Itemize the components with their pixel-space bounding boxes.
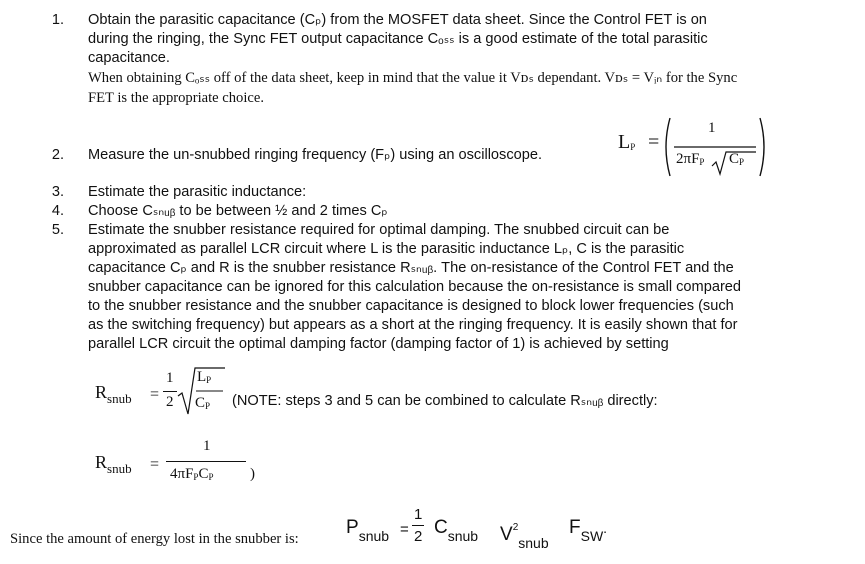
step-1-number: 1. bbox=[51, 12, 64, 28]
rsnub1-root-denominator: CP bbox=[195, 395, 211, 411]
fsw-label: $F_{SW}$. bbox=[569, 517, 608, 544]
rsnub1-denominator: 2 bbox=[166, 394, 174, 410]
rsnub2-denominator: 4πFPCP bbox=[170, 466, 214, 482]
rsnub2-fraction-bar bbox=[166, 461, 246, 462]
step-5-line-2: approximated as parallel LCR circuit where L is the parasitic inductance Lₚ, C is the parasitic bbox=[88, 241, 685, 257]
rsnub1-numerator: 1 bbox=[166, 370, 174, 386]
step-5-number: 5. bbox=[51, 222, 64, 238]
psnub-label: $P_{snub}$ bbox=[346, 517, 390, 544]
note-combine-steps: (NOTE: steps 3 and 5 can be combined to calculate Rₛₙᵤᵦ directly: bbox=[232, 393, 658, 409]
energy-numerator: 1 bbox=[414, 506, 423, 523]
rsnub2-lhs: $R_{snub}$ bbox=[95, 452, 132, 476]
energy-equals: = bbox=[400, 521, 409, 538]
step-3-number: 3. bbox=[51, 184, 64, 200]
step-5-line-5: to the snubber resistance and the snubber capacitance is designed to block lower frequencies (such bbox=[88, 298, 734, 314]
energy-lead-text: Since the amount of energy lost in the snubber is: bbox=[10, 531, 299, 547]
rsnub2-numerator: 1 bbox=[203, 438, 211, 454]
step-5-line-7: parallel LCR circuit the optimal damping factor (damping factor of 1) is achieved by setting bbox=[88, 336, 669, 352]
energy-fraction-bar bbox=[412, 525, 424, 526]
lp-formula bbox=[618, 131, 635, 154]
note-cos-line-2: FET is the appropriate choice. bbox=[88, 90, 265, 106]
step-2-number: 2. bbox=[51, 147, 64, 163]
csnub-label: $C_{snub}$ bbox=[434, 517, 479, 544]
note-cos-line-1: When obtaining Cₒₛₛ off of the data sheet, keep in mind that the value it Vᴅₛ dependant. Vᴅₛ = Vᵢₙ for the Sync bbox=[88, 70, 738, 86]
step-4-number: 4. bbox=[51, 203, 64, 219]
step-5-line-3: capacitance Cₚ and R is the snubber resistance Rₛₙᵤᵦ. The on-resistance of the Control FET and the bbox=[88, 260, 734, 276]
rsnub2-closing-paren: ) bbox=[250, 466, 255, 482]
vsnub-label: $V^2_{snub}$ bbox=[500, 522, 549, 551]
step-4-line-1: Choose Cₛₙᵤᵦ to be between ½ and 2 times Cₚ bbox=[88, 203, 388, 219]
step-1-line-3: capacitance. bbox=[88, 50, 170, 66]
step-5-line-1: Estimate the snubber resistance required for optimal damping. The snubbed circuit can be bbox=[88, 222, 670, 238]
lp-equals: = bbox=[648, 131, 660, 153]
lp-lhs: L bbox=[618, 131, 631, 153]
step-2-line-1: Measure the un-snubbed ringing frequency (Fₚ) using an oscilloscope. bbox=[88, 147, 543, 163]
lp-numerator: 1 bbox=[708, 120, 716, 136]
step-5-line-4: snubber capacitance can be ignored for this calculation because the on-resistance is small compared bbox=[88, 279, 742, 295]
step-1-line-1: Obtain the parasitic capacitance (Cₚ) from the MOSFET data sheet. Since the Control FET is on bbox=[88, 12, 707, 28]
step-1-line-2: during the ringing, the Sync FET output capacitance Cₒₛₛ is a good estimate of the total parasitic bbox=[88, 31, 708, 47]
lp-root-content: CP bbox=[729, 151, 745, 167]
step-3-line-1: Estimate the parasitic inductance: bbox=[88, 184, 307, 200]
rsnub1-equals: = bbox=[150, 386, 160, 403]
energy-denominator: 2 bbox=[414, 528, 423, 545]
lp-lhs-sub: P bbox=[630, 142, 636, 152]
rsnub1-lhs: $R_{snub}$ bbox=[95, 382, 132, 406]
step-5-line-6: as the switching frequency) but appears as a short at the ringing frequency. It is easily shown that for bbox=[88, 317, 738, 333]
lp-denominator: 2πFP bbox=[676, 151, 705, 167]
rsnub1-root-numerator: LP bbox=[197, 369, 212, 385]
rsnub2-equals: = bbox=[150, 456, 160, 473]
rsnub1-fraction-bar bbox=[163, 391, 177, 392]
